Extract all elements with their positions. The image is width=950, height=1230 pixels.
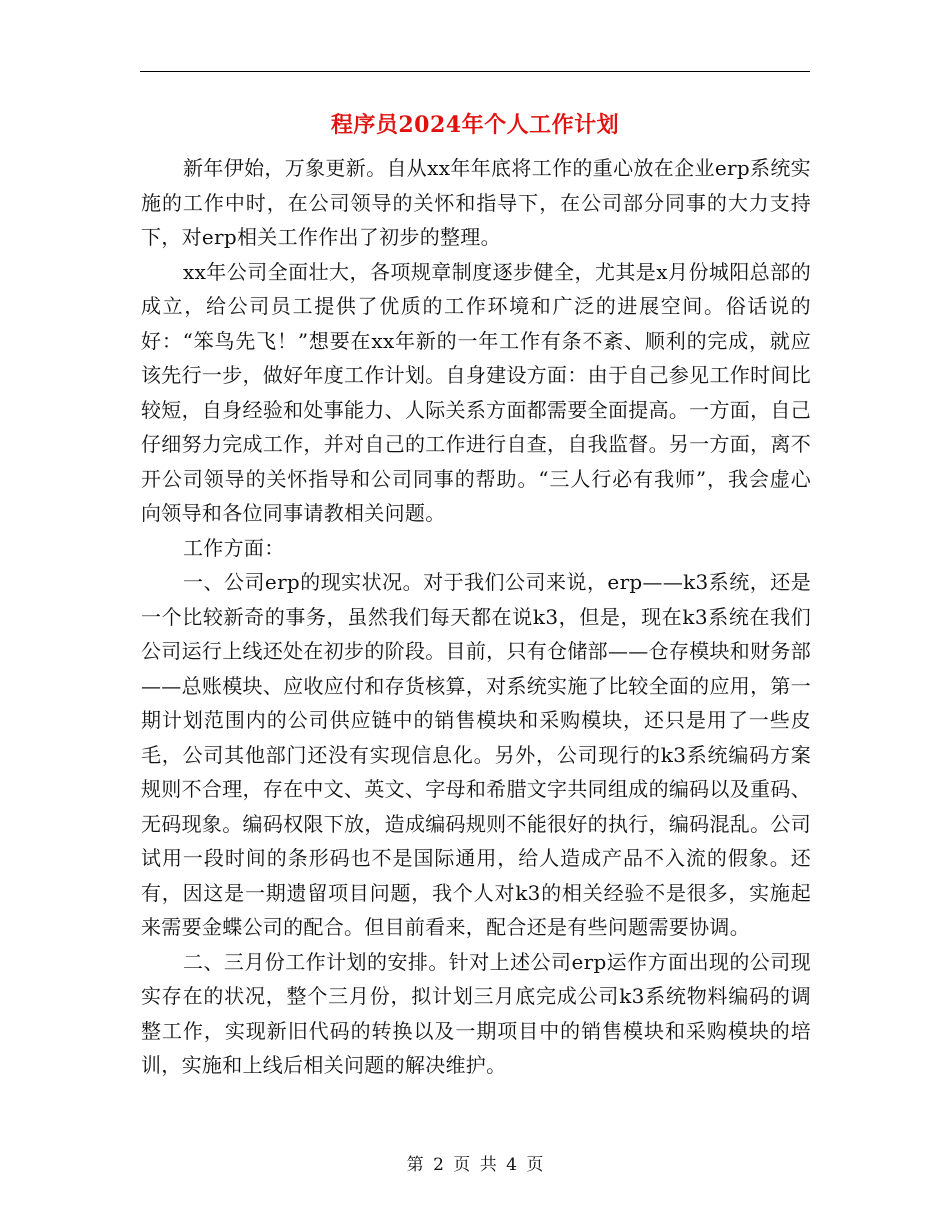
document-title: 程序员2024年个人工作计划 (330, 112, 620, 138)
paragraph-self-development: xx年公司全面壮大，各项规章制度逐步健全，尤其是x月份城阳总部的成立，给公司员工提供了优质的工作环境和广泛的进展空间。俗话说的好：“笨鸟先飞！”想要在xx年新的一年工作有条不紊、顺利的完成，就应该先行一步，做好年度工作计划。自身建设方面：由于自己参见工作时间比较短，自身经验和处事能力、人际关系方面都需要全面提高。一方面，自己仔细努力完成工作，并对自己的工作进行自查，自我监督。另一方面，离不开公司领导的关怀指导和公司同事的帮助。“三人行必有我师”，我会虚心向领导和各位同事请教相关问题。 (141, 259, 811, 525)
page-number-footer: 第 2 页 共 4 页 (406, 1155, 544, 1175)
paragraph-intro: 新年伊始，万象更新。自从xx年年底将工作的重心放在企业erp系统实施的工作中时，在公司领导的关怀和指导下，在公司部分同事的大力支持下，对erp相关工作作出了初步的整理。 (141, 156, 811, 249)
paragraph-work-heading: 工作方面： (183, 535, 285, 560)
paragraph-erp-status: 一、公司erp的现实状况。对于我们公司来说，erp——k3系统，还是一个比较新奇的事务，虽然我们每天都在说k3，但是，现在k3系统在我们公司运行上线还处在初步的阶段。目前，只有仓储部——仓存模块和财务部——总账模块、应收应付和存货核算，对系统实施了比较全面的应用，第一期计划范围内的公司供应链中的销售模块和采购模块，还只是用了一些皮毛，公司其他部门还没有实现信息化。另外，公司现行的k3系统编码方案规则不合理，存在中文、英文、字母和希腊文字共同组成的编码以及重码、无码现象。编码权限下放，造成编码规则不能很好的执行，编码混乱。公司试用一段时间的条形码也不是国际通用，给人造成产品不入流的假象。还有，因这是一期遗留项目问题，我个人对k3的相关经验不是很多，实施起来需要金蝶公司的配合。但目前看来，配合还是有些问题需要协调。 (141, 570, 811, 939)
document-body (141, 151, 811, 1083)
header-rule (140, 71, 810, 72)
paragraph-march-plan: 二、三月份工作计划的安排。针对上述公司erp运作方面出现的公司现实存在的状况，整个三月份，拟计划三月底完成公司k3系统物料编码的调整工作，实现新旧代码的转换以及一期项目中的销售模块和采购模块的培训，实施和上线后相关问题的解决维护。 (141, 949, 811, 1077)
